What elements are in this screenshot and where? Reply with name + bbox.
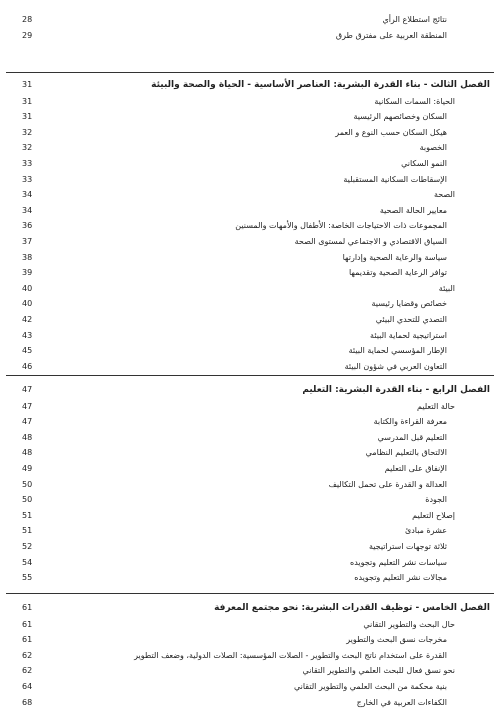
toc-entry[interactable]: [0, 296, 500, 312]
toc-entry[interactable]: [0, 539, 500, 555]
toc-entry[interactable]: [0, 648, 500, 664]
entry-title: نتائج استطلاع الرأي: [382, 15, 447, 24]
toc-entry[interactable]: [0, 679, 500, 695]
toc-section-entry[interactable]: [0, 617, 500, 633]
entry-title: الحياة: السمات السكانية: [374, 96, 455, 106]
toc-entry[interactable]: [0, 632, 500, 648]
entry-title: سياسة والرعاية الصحية وإدارتها: [342, 252, 447, 262]
page-number: 51: [22, 510, 33, 520]
entry-title: النمو السكاني: [401, 158, 447, 168]
page-number: 29: [22, 30, 33, 40]
toc-entry[interactable]: [0, 492, 500, 508]
toc-entry[interactable]: [0, 414, 500, 430]
entry-title: التعاون العربي في شؤون البيئة: [344, 361, 447, 371]
entry-title: السياق الاقتصادي و الاجتماعي لمستوى الصحة: [294, 236, 447, 246]
page-number: 52: [22, 541, 33, 551]
toc-section-entry[interactable]: [0, 187, 500, 203]
page-number: 28: [22, 15, 33, 24]
section-divider: [6, 72, 494, 73]
toc-section-entry[interactable]: [0, 94, 500, 110]
page-number: 68: [22, 697, 33, 707]
entry-title: حالة التعليم: [417, 401, 455, 411]
entry-title: القدرة على استخدام ناتج البحث والتطوير - الصلات المؤسسية: الصلات الدولية، وضعف التطوير: [134, 650, 447, 660]
page-number: 43: [22, 330, 33, 340]
toc-entry[interactable]: [0, 359, 500, 375]
page-number: 46: [22, 361, 33, 371]
toc-entry[interactable]: [0, 430, 500, 446]
entry-title: معرفة القراءة والكتابة: [373, 417, 447, 427]
section-divider: [6, 375, 494, 376]
toc-entry[interactable]: [0, 109, 500, 125]
entry-title: مخرجات نسق البحث والتطوير: [346, 635, 447, 645]
page-number: 47: [22, 401, 33, 411]
page-number: 61: [22, 635, 33, 645]
page-number: 45: [22, 346, 33, 356]
toc-entry[interactable]: [0, 218, 500, 234]
entry-title: البيئة: [438, 283, 455, 293]
page-number: 49: [22, 463, 33, 473]
toc-section-entry[interactable]: [0, 663, 500, 679]
chapter-title: الفصل الثالث - بناء القدرة البشرية: العناصر الأساسية - الحياة والصحة والبيئة: [151, 80, 490, 90]
toc-entry[interactable]: [0, 328, 500, 344]
page-number: 62: [22, 650, 33, 660]
entry-title: الإطار المؤسسي لحماية البيئة: [348, 346, 447, 356]
page-number: 34: [22, 205, 33, 215]
page-number: 31: [22, 112, 33, 122]
entry-title: الخصوبة: [419, 143, 447, 153]
toc-entry[interactable]: [0, 172, 500, 188]
entry-title: هيكل السكان حسب النوع و العمر: [335, 127, 447, 137]
entry-title: الالتحاق بالتعليم النظامي: [365, 448, 447, 458]
entry-title: استراتيجية لحماية البيئة: [370, 330, 447, 340]
page-number: 36: [22, 221, 33, 231]
chapter-heading[interactable]: [0, 382, 500, 398]
toc-entry[interactable]: [0, 125, 500, 141]
entry-title: الإسقاطات السكانية المستقبلية: [343, 174, 447, 184]
toc-section-entry[interactable]: [0, 399, 500, 415]
chapter-title: الفصل الرابع - بناء القدرة البشرية: التعليم: [302, 385, 490, 395]
toc-entry[interactable]: [0, 695, 500, 711]
entry-title: سياسات نشر التعليم وتجويده: [350, 557, 447, 567]
entry-title: الجودة: [425, 495, 447, 505]
entry-title: التعليم قبل المدرسي: [377, 432, 447, 442]
entry-title: بنية محكمة من البحث العلمي والتطوير التقاني: [293, 681, 447, 691]
chapter-heading[interactable]: [0, 77, 500, 93]
entry-title: الصحة: [433, 190, 455, 200]
toc-entry[interactable]: [0, 28, 500, 44]
page-number: 50: [22, 479, 33, 489]
toc-entry[interactable]: [0, 523, 500, 539]
page-number: 64: [22, 681, 33, 691]
page-number: 54: [22, 557, 33, 567]
page-number: 37: [22, 236, 33, 246]
toc-entry[interactable]: [0, 312, 500, 328]
entry-title: خصائص وقضايا رئيسية: [371, 299, 447, 309]
toc-entry[interactable]: [0, 234, 500, 250]
entry-title: العدالة و القدرة على تحمل التكاليف: [328, 479, 447, 489]
entry-title: التصدي للتحدي البيئي: [375, 314, 447, 324]
page-number: 61: [22, 603, 33, 612]
entry-title: المنطقة العربية على مفترق طرق: [335, 30, 447, 40]
page-number: 39: [22, 268, 33, 278]
page-number: 50: [22, 495, 33, 505]
page-number: 42: [22, 314, 33, 324]
entry-title: الكفاءات العربية في الخارج: [356, 697, 447, 707]
page-number: 48: [22, 448, 33, 458]
page-number: 38: [22, 252, 33, 262]
page-number: 47: [22, 385, 33, 394]
entry-title: السكان وخصائصهم الرئيسية: [353, 112, 447, 122]
page-number: 34: [22, 190, 33, 200]
entry-title: نحو نسق فعال للبحث العلمي والتطوير التقاني: [302, 666, 455, 676]
page-number: 51: [22, 526, 33, 536]
chapter-title: الفصل الخامس - توظيف القدرات البشرية: نحو مجتمع المعرفة: [214, 603, 490, 613]
entry-title: معايير الحالة الصحية: [379, 205, 447, 215]
chapter-heading[interactable]: [0, 600, 500, 616]
toc-entry[interactable]: [0, 461, 500, 477]
page-number: 31: [22, 96, 33, 106]
entry-title: ثلاثة توجهات استراتيجية: [368, 541, 447, 551]
entry-title: الإنفاق على التعليم: [384, 463, 447, 473]
toc-entry[interactable]: [0, 477, 500, 493]
toc-entry[interactable]: [0, 203, 500, 219]
toc-entry[interactable]: [0, 156, 500, 172]
entry-title: حال البحث والتطوير التقاني: [363, 619, 455, 629]
section-divider: [6, 593, 494, 594]
page-number: 40: [22, 299, 33, 309]
toc-entry[interactable]: [0, 140, 500, 156]
toc-entry[interactable]: [0, 555, 500, 571]
toc-entry[interactable]: [0, 265, 500, 281]
toc-entry[interactable]: [0, 570, 500, 586]
page-number: 40: [22, 283, 33, 293]
page-number: 48: [22, 432, 33, 442]
page-number: 47: [22, 417, 33, 427]
toc-section-entry[interactable]: [0, 508, 500, 524]
entry-title: إصلاح التعليم: [412, 510, 455, 520]
toc-section-entry[interactable]: [0, 281, 500, 297]
page-number: 32: [22, 143, 33, 153]
page-number: 55: [22, 573, 33, 583]
page-number: 32: [22, 127, 33, 137]
page-number: 61: [22, 619, 33, 629]
entry-title: عشرة مبادئ: [404, 526, 447, 536]
page-number: 62: [22, 666, 33, 676]
entry-title: مجالات نشر التعليم وتجويده: [354, 573, 447, 583]
toc-entry[interactable]: [0, 250, 500, 266]
entry-title: توافر الرعاية الصحية وتقديمها: [348, 268, 447, 278]
toc-entry[interactable]: [0, 343, 500, 359]
page-number: 33: [22, 158, 33, 168]
toc-entry[interactable]: [0, 445, 500, 461]
page-number: 33: [22, 174, 33, 184]
entry-title: المجموعات ذات الاحتياجات الخاصة: الأطفال والأمهات والمسنين: [235, 221, 447, 231]
page-number: 31: [22, 80, 33, 89]
toc-entry[interactable]: [0, 12, 500, 28]
